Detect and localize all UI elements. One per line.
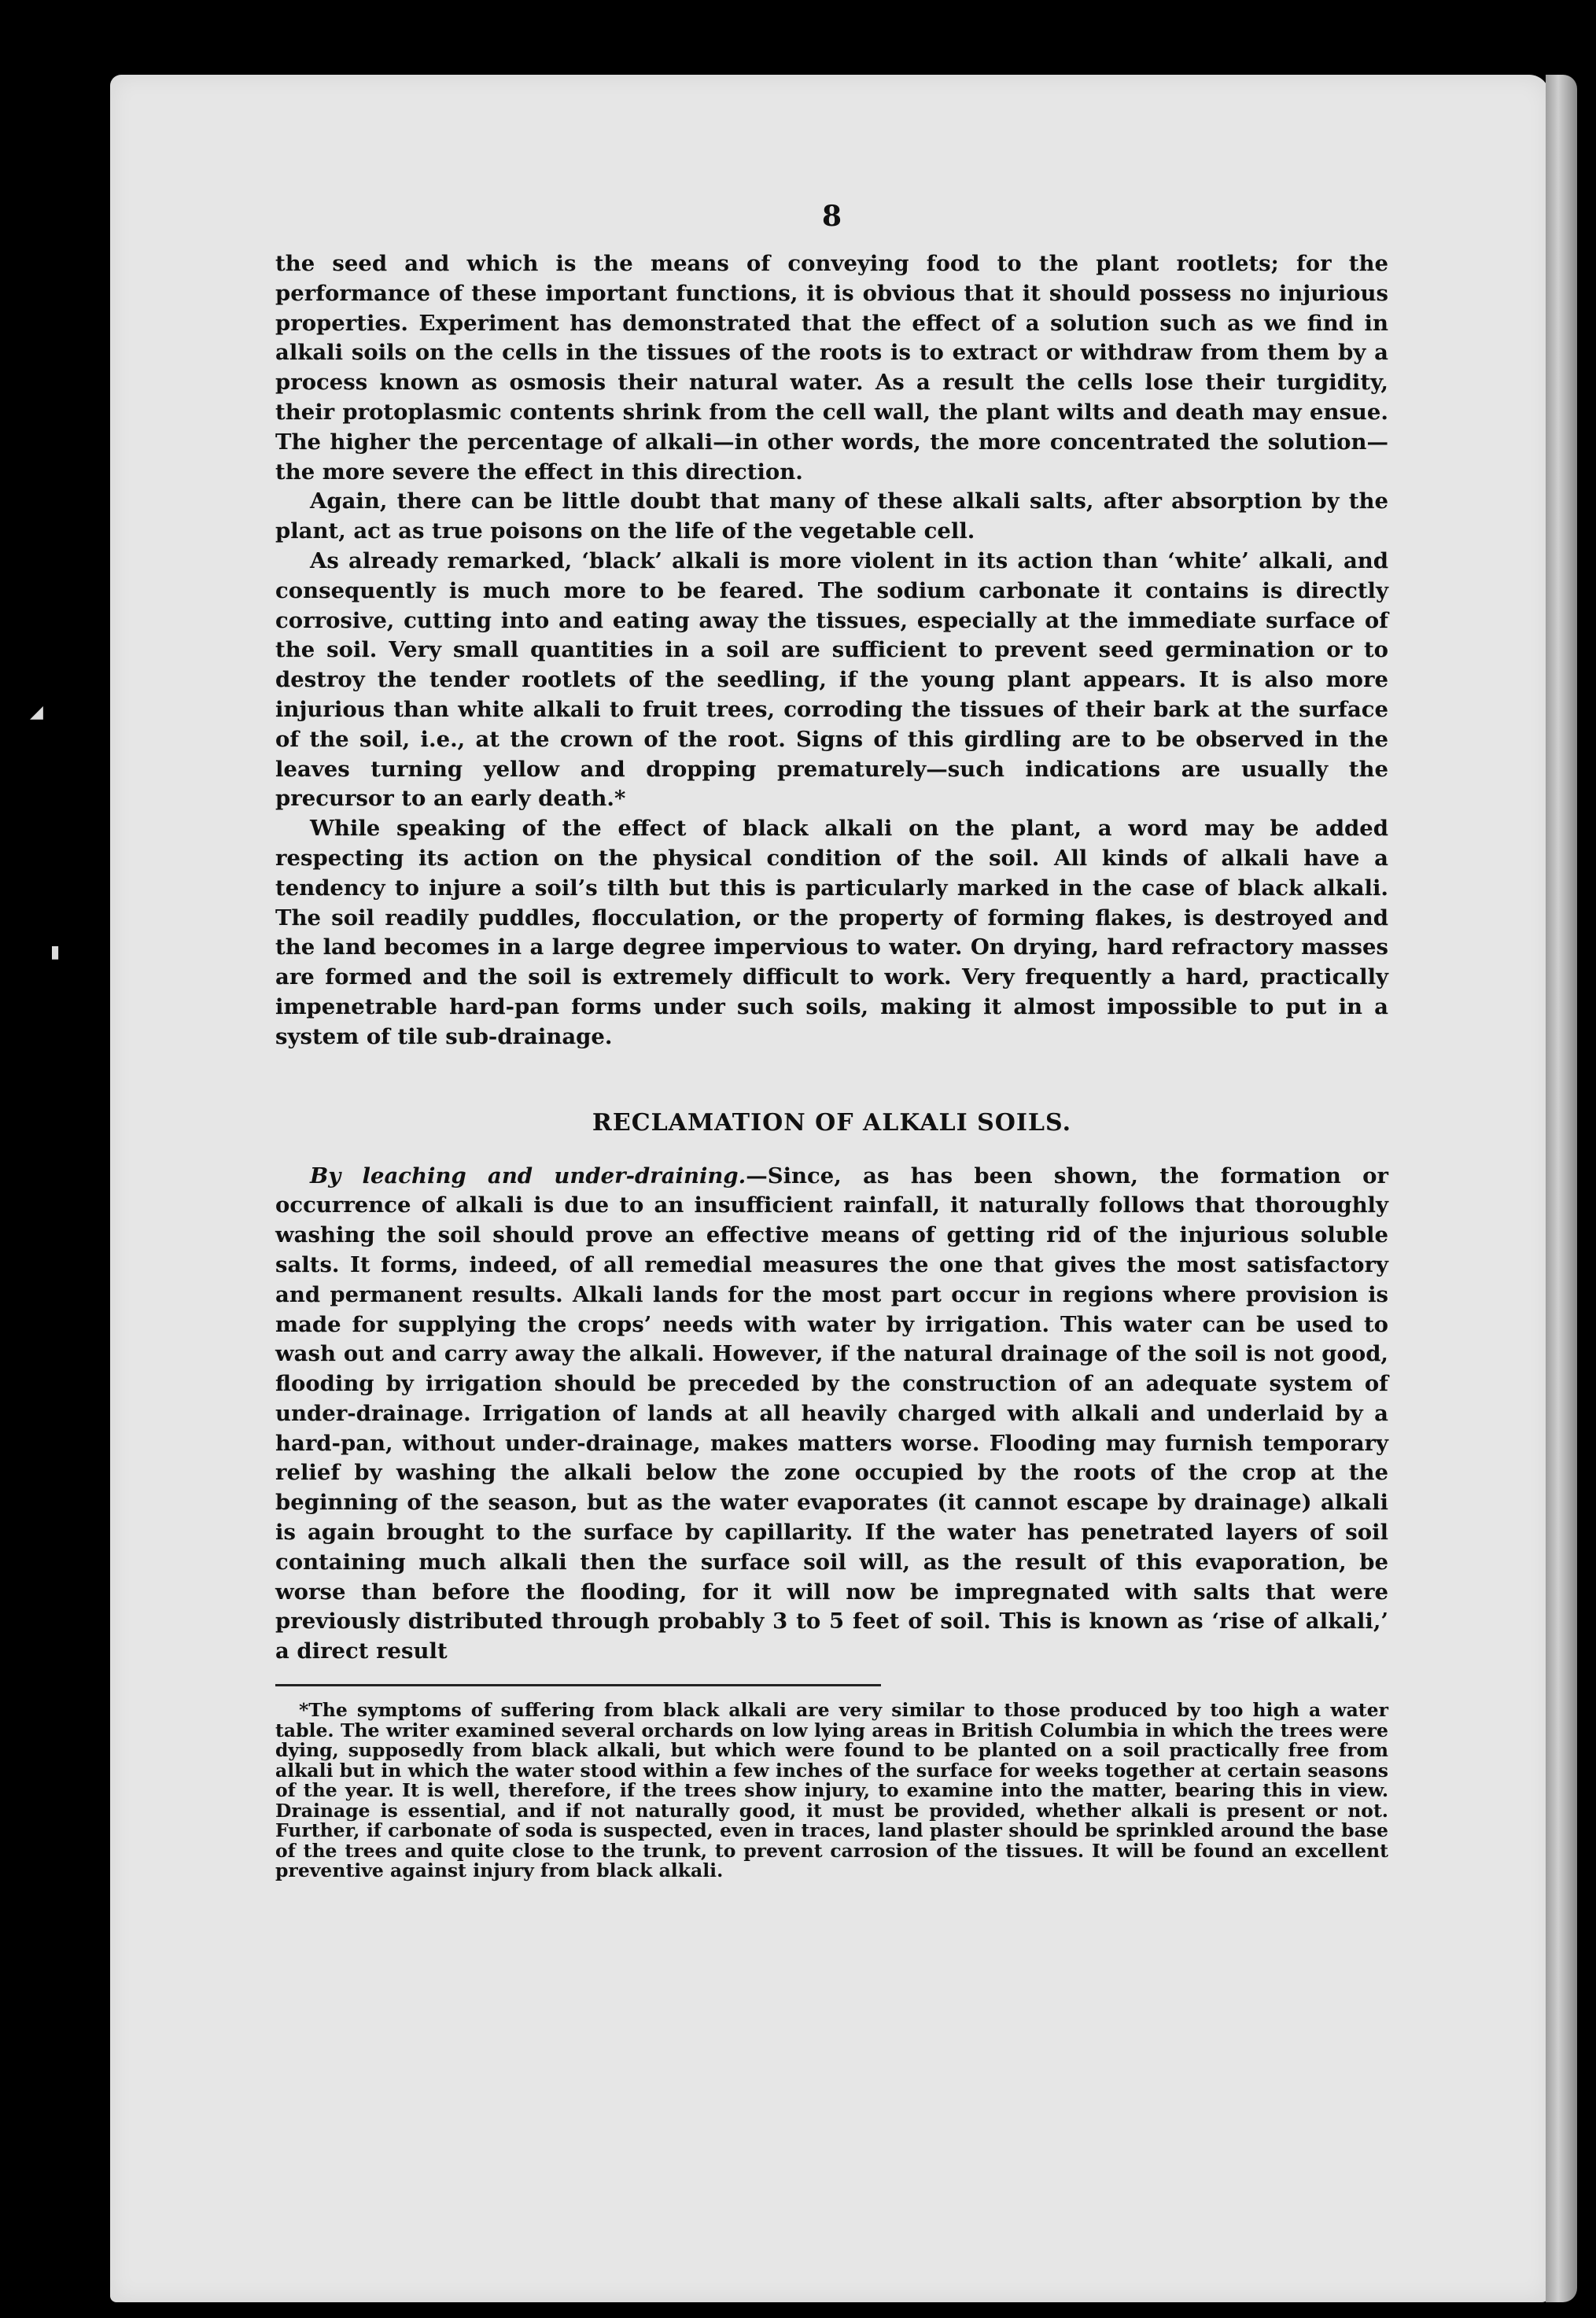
page-number: 8 (821, 200, 842, 233)
section-paragraph (275, 1162, 1388, 1668)
footnote-rule (275, 1684, 881, 1686)
paragraph: Again, there can be little doubt that many of these alkali salts, after absorption by the plant, act as true poisons on the life of the vegetable cell. (275, 488, 1388, 544)
footnote: *The symptoms of suffering from black alkali are very similar to those produced by too high a water table. The writer examined several orchards on low lying areas in British Columbia in which the trees were dying, supposedly from black alkali, but which were found to be planted on a soil practically free from alkali but in which the water stood within a few inches of the surface for weeks together at certain seasons of the year. It is well, therefore, if the trees show injury, to examine into the matter, bearing this in view. Drainage is essential, and if not naturally good, it must be provided, whether alkali is present or not. Further, if carbonate of soda is suspected, even in traces, land plaster should be sprinkled around the base of the trees and quite close to the trunk, to prevent carrosion of the tissues. It will be found an excellent preventive against injury from black alkali. (275, 1699, 1388, 1882)
margin-mark: ▮ (50, 942, 61, 962)
margin-mark: ◢ (30, 702, 43, 722)
paragraph: While speaking of the effect of black alkali on the plant, a word may be added respecting its action on the physical condition of the soil. All kinds of alkali have a tendency to injure a soil’s tilth but this is particularly marked in the case of black alkali. The soil readily puddles, flocculation, or the property of forming flakes, is destroyed and the land becomes in a large degree impervious to water. On drying, hard refractory masses are formed and the soil is extremely difficult to work. Very frequently a hard, practically impenetrable hard-pan forms under such soils, making it almost impossible to put in a system of tile sub-drainage. (275, 816, 1388, 1049)
paragraph: As already remarked, ‘black’ alkali is more violent in its action than ‘white’ alkali, and consequently is much more to be feared. The sodium carbonate it contains is directly corrosive, cutting into and eating away the tissues, especially at the immediate surface of the soil. Very small quantities in a soil are sufficient to prevent seed germination or to destroy the tender rootlets of the seedling, if the young plant appears. It is also more injurious than white alkali to fruit trees, corroding the tissues of their bark at the surface of the soil, i.e., at the crown of the root. Signs of this girdling are to be observed in the leaves turning yellow and dropping prematurely—such indications are usually the precursor to an early death.* (275, 547, 1388, 812)
paragraph: the seed and which is the means of conveying food to the plant rootlets; for the performance of these important functions, it is obvious that it should possess no injurious properties. Experiment has demonstrated that the effect of a solution such as we find in alkali soils on the cells in the tissues of the roots is to extract or withdraw from them by a process known as osmosis their natural water. As a result the cells lose their turgidity, their protoplasmic contents shrink from the cell wall, the plant wilts and death may ensue. The higher the percentage of alkali—in other words, the more concentrated the solution—the more severe the effect in this direction. (275, 251, 1388, 485)
page-content (275, 201, 1388, 1881)
page-edge (1546, 75, 1577, 2302)
section-run-in-title: By leaching and under-draining. (310, 1163, 746, 1188)
section-heading: RECLAMATION OF ALKALI SOILS. (592, 1108, 1072, 1137)
section-paragraph-text: —Since, as has been shown, the formation or occurrence of alkali is due to an insufficient rainfall, it naturally follows that thoroughly washing the soil should prove an effective means of getting rid of the injurious soluble salts. It forms, indeed, of all remedial measures the one that gives the most satisfactory and permanent results. Alkali lands for the most part occur in regions where provision is made for supplying the crops’ needs with water by irrigation. This water can be used to wash out and carry away the alkali. However, if the natural drainage of the soil is not good, flooding by irrigation should be preceded by the construction of an adequate system of under-drainage. Irrigation of lands at all heavily charged with alkali and underlaid by a hard-pan, without under-drainage, makes matters worse. Flooding may furnish temporary relief by washing the alkali below the zone occupied by the roots of the crop at the beginning of the season, but as the water evaporates (it cannot escape by drainage) alkali is again brought to the surface by capillarity. If the water has penetrated layers of soil containing much alkali then the surface soil will, as the result of this evaporation, be worse than before the flooding, for it will now be impregnated with salts that were previously distributed through probably 3 to 5 feet of soil. This is known as ‘rise of alkali,’ a direct result (275, 1163, 1388, 1664)
